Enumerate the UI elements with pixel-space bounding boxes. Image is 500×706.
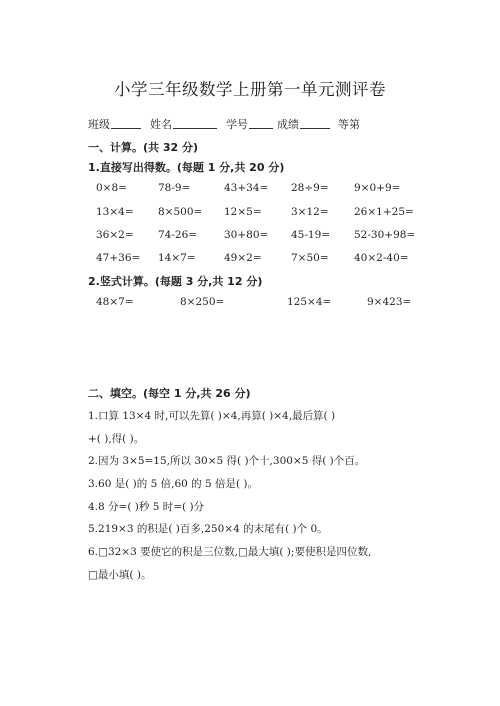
calc-row <box>0 206 500 222</box>
calc-item: 12×5= <box>224 206 262 218</box>
score-blank[interactable] <box>300 116 330 130</box>
fill-line: 1.口算 13×4 时,可以先算( )×4,再算( )×4,最后算( ) <box>88 410 336 422</box>
section2-heading: 二、填空。(每空 1 分,共 26 分) <box>88 387 251 400</box>
calc-row <box>0 229 500 245</box>
fill-line: □最小填( )。 <box>88 569 152 581</box>
calc-item: 52-30+98= <box>354 229 416 241</box>
fill-line: 3.60 是( )的 5 倍,60 的 5 倍是( )。 <box>88 478 259 490</box>
number-label: 学号 <box>226 118 248 131</box>
calc-item: 30+80= <box>224 229 269 241</box>
fill-line: +( ),得( )。 <box>88 433 145 445</box>
calc-row <box>0 252 500 268</box>
calc-item: 9×0+9= <box>354 182 401 194</box>
fill-line: 6.□32×3 要使它的积是三位数,□最大填( );要使积是四位数, <box>88 546 372 558</box>
calc-item: 8×500= <box>158 206 203 218</box>
vertical-calc-item: 48×7= <box>96 296 134 308</box>
vertical-calc-item: 8×250= <box>180 296 225 308</box>
score-label: 成绩 <box>277 118 299 131</box>
calc-row <box>0 182 500 198</box>
grade-label: 等第 <box>338 118 360 131</box>
number-blank[interactable] <box>249 116 273 130</box>
name-label: 姓名 <box>150 118 172 131</box>
calc-item: 13×4= <box>96 206 134 218</box>
calc-item: 36×2= <box>96 229 134 241</box>
part2-heading: 2.竖式计算。(每题 3 分,共 12 分) <box>88 275 263 288</box>
student-info-line <box>0 116 500 134</box>
fill-line: 4.8 分=( )秒 5 时=( )分 <box>88 501 205 513</box>
calc-item: 3×12= <box>291 206 329 218</box>
part1-heading: 1.直接写出得数。(每题 1 分,共 20 分) <box>88 161 285 174</box>
vertical-calc-item: 9×423= <box>367 296 412 308</box>
calc-item: 45-19= <box>291 229 331 241</box>
calc-item: 14×7= <box>158 252 196 264</box>
calc-item: 26×1+25= <box>354 206 414 218</box>
name-blank[interactable] <box>173 116 217 130</box>
section1-heading: 一、计算。(共 32 分) <box>88 141 199 154</box>
calc-item: 49×2= <box>224 252 262 264</box>
calc-item: 74-26= <box>158 229 198 241</box>
class-label: 班级 <box>88 118 110 131</box>
calc-item: 43+34= <box>224 182 269 194</box>
calc-item: 78-9= <box>158 182 191 194</box>
fill-line: 2.因为 3×5=15,所以 30×5 得( )个十,300×5 得( )个百。 <box>88 455 366 467</box>
calc-item: 47+36= <box>96 252 141 264</box>
calc-item: 40×2-40= <box>354 252 409 264</box>
page-title: 小学三年级数学上册第一单元测评卷 <box>114 80 386 99</box>
fill-line: 5.219×3 的积是( )百多,250×4 的末尾有( )个 0。 <box>88 523 328 535</box>
calc-item: 28÷9= <box>291 182 329 194</box>
calc-item: 0×8= <box>96 182 127 194</box>
vertical-calc-item: 125×4= <box>287 296 332 308</box>
vertical-calc-row <box>0 296 500 312</box>
class-blank[interactable] <box>111 116 141 130</box>
calc-item: 7×50= <box>291 252 329 264</box>
